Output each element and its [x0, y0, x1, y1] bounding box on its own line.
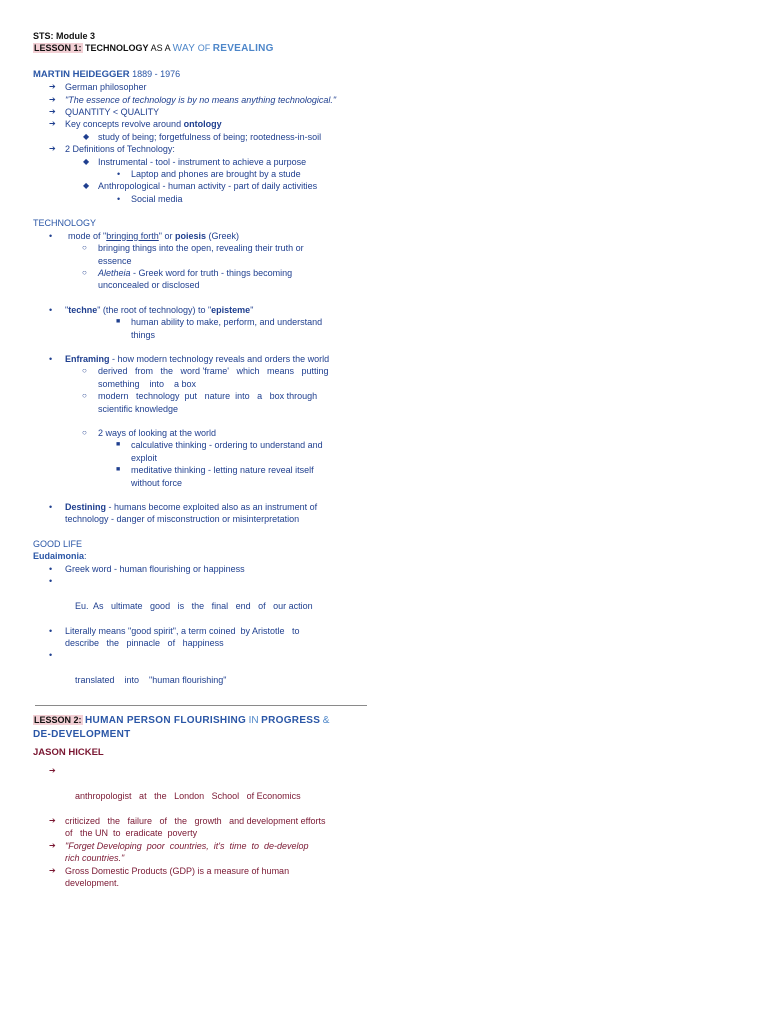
text-run: mode of "	[68, 230, 107, 241]
list-item	[33, 815, 373, 840]
list-item	[33, 765, 373, 815]
list-item-text: Literally means "good spirit", a term coined by Aristotle to	[65, 625, 300, 636]
list-item	[33, 575, 373, 625]
lesson1-title-way: WAY	[172, 43, 196, 55]
good-life-heading: GOOD LIFE	[33, 538, 83, 549]
arrow-bullet-icon	[49, 765, 56, 777]
list-item-text: Social media	[131, 193, 183, 204]
list-item	[33, 353, 373, 365]
dot-bullet-icon: •	[49, 304, 53, 315]
list-item	[33, 649, 373, 699]
dot-bullet-icon: •	[49, 650, 53, 661]
list-item-text: technology - danger of misconstruction or misinterpretation	[65, 514, 300, 525]
list-item	[33, 168, 373, 180]
document-page	[33, 30, 373, 889]
text-run: (Greek)	[205, 230, 239, 241]
list-item	[33, 81, 373, 93]
list-item-text: of the UN to eradicate poverty	[65, 828, 198, 839]
list-item	[33, 106, 373, 118]
list-item-text: translated into "human flourishing"	[75, 675, 227, 686]
diamond-bullet-icon: ◆	[83, 181, 90, 191]
lesson2-title-part: &	[322, 715, 330, 727]
dot-bullet-icon: •	[117, 169, 121, 180]
list-item-text: things	[131, 329, 156, 340]
dot-bullet-icon: •	[117, 193, 121, 204]
lesson2-title-part: HUMAN PERSON FLOURISHING	[85, 715, 247, 727]
list-item-text: describe the pinnacle of happiness	[65, 638, 224, 649]
episteme-term: episteme	[211, 304, 251, 315]
list-item-text: scientific knowledge	[98, 403, 179, 414]
arrow-bullet-icon	[49, 840, 56, 852]
list-item	[33, 390, 373, 415]
list-item-text: development.	[65, 877, 120, 888]
list-item-text: Instrumental - tool - instrument to achieve a purpose	[98, 156, 307, 167]
text-run: - how modern technology reveals and orders the world	[109, 353, 330, 364]
arrow-bullet-icon	[49, 81, 56, 93]
list-item	[33, 156, 373, 168]
list-item-text: without force	[131, 477, 183, 488]
ring-bullet-icon: ○	[82, 391, 87, 401]
list-item-text: "The essence of technology is by no means anything technological."	[65, 94, 337, 105]
list-item	[33, 365, 373, 390]
arrow-bullet-icon	[49, 106, 56, 118]
ring-bullet-icon: ○	[82, 243, 87, 253]
dot-bullet-icon: •	[49, 625, 53, 636]
list-item	[33, 143, 373, 155]
ring-bullet-icon: ○	[82, 267, 87, 277]
square-bullet-icon: ■	[116, 441, 121, 449]
list-item	[33, 118, 373, 130]
arrow-bullet-icon	[49, 143, 56, 155]
list-item-text: QUANTITY < QUALITY	[65, 107, 160, 118]
ring-bullet-icon: ○	[82, 366, 87, 376]
lesson2-title-part: PROGRESS	[261, 715, 321, 727]
list-item-text: Anthropological - human activity - part of daily activities	[98, 181, 318, 192]
list-item-text: study of being; forgetfulness of being; rootedness-in-soil	[98, 131, 322, 142]
list-item	[33, 427, 373, 439]
list-item-text: German philosopher	[65, 82, 147, 93]
list-item-text: something into a box	[98, 378, 197, 389]
list-item-text: calculative thinking - ordering to understand and	[131, 440, 323, 451]
destining-term: Destining	[65, 502, 107, 512]
text-run: - Greek word for truth - things becoming	[130, 267, 293, 278]
dot-bullet-icon: •	[49, 563, 53, 574]
list-item-text: essence	[98, 255, 132, 266]
ring-bullet-icon: ○	[82, 427, 87, 437]
list-item-text: anthropologist at the London School of Economics	[75, 791, 301, 802]
list-item	[33, 625, 373, 650]
dot-bullet-icon: •	[49, 353, 53, 364]
list-item	[33, 304, 373, 316]
list-item	[33, 464, 373, 489]
lesson2-title-part: IN	[248, 715, 259, 727]
list-item	[33, 193, 373, 205]
list-item-text: rich countries."	[65, 853, 125, 864]
text-run: "	[65, 304, 69, 315]
list-item-text: exploit	[131, 452, 158, 463]
heidegger-heading	[33, 68, 373, 81]
text-run: " or	[158, 230, 175, 241]
list-item-text: Laptop and phones are brought by a stude	[131, 169, 301, 180]
heidegger-name: MARTIN HEIDEGGER	[33, 68, 130, 80]
square-bullet-icon: ■	[116, 466, 121, 474]
text-run: - humans become exploited also as an instrument of	[106, 502, 318, 512]
list-item-text: 2 Definitions of Technology:	[65, 144, 175, 155]
list-item	[33, 439, 373, 464]
arrow-bullet-icon	[49, 865, 56, 877]
diamond-bullet-icon: ◆	[83, 156, 90, 166]
dot-bullet-icon: •	[49, 502, 53, 512]
lesson1-title-technology: TECHNOLOGY	[85, 43, 149, 54]
text-run: :	[84, 551, 87, 562]
list-item	[33, 840, 373, 865]
list-item	[33, 180, 373, 192]
list-item-text: meditative thinking - letting nature reveal itself	[131, 465, 314, 476]
lesson2-label: LESSON 2:	[34, 715, 82, 726]
arrow-bullet-icon	[49, 94, 56, 106]
enframing-term: Enframing	[65, 353, 110, 364]
aletheia-term: Aletheia	[98, 267, 131, 278]
square-bullet-icon: ■	[116, 318, 121, 326]
list-item-text: "Forget Developing poor countries, it's time to de-develop	[65, 840, 309, 851]
list-item	[33, 267, 373, 292]
text-run: "	[250, 304, 254, 315]
lesson2-title-part: DE-DEVELOPMENT	[33, 728, 131, 740]
heidegger-years: 1889 - 1976	[132, 68, 181, 79]
jason-hickel-heading: JASON HICKEL	[33, 746, 104, 758]
list-item-text: Greek word - human flourishing or happiness	[65, 563, 245, 574]
list-item-text: modern technology put nature into a box through	[98, 391, 318, 402]
list-item	[33, 316, 373, 341]
list-item-text: unconcealed or disclosed	[98, 280, 200, 291]
bringing-forth-text: bringing forth	[106, 230, 159, 241]
ontology-term: ontology	[183, 119, 222, 130]
dot-bullet-icon: •	[49, 230, 53, 241]
list-item	[33, 94, 373, 106]
list-item	[33, 865, 373, 890]
arrow-bullet-icon	[49, 815, 56, 827]
lesson1-title-revealing: REVEALING	[212, 43, 274, 55]
list-item-text: Gross Domestic Products (GDP) is a measure of human	[65, 865, 290, 876]
module-title: STS: Module 3	[33, 31, 96, 41]
arrow-bullet-icon	[49, 118, 56, 130]
eudaimonia-term: Eudaimonia	[33, 551, 85, 562]
list-item	[33, 563, 373, 575]
section-divider	[35, 705, 367, 706]
text-run: " (the root of technology) to "	[97, 304, 212, 315]
dot-bullet-icon: •	[49, 576, 53, 587]
list-item	[33, 131, 373, 143]
lesson1-title-as-a: AS A	[150, 43, 171, 54]
list-item	[33, 501, 373, 526]
list-item	[33, 230, 373, 242]
lesson1-title-of: OF	[197, 43, 211, 54]
list-item-text: bringing things into the open, revealing their truth or	[98, 243, 304, 254]
list-item-text: Eu. As ultimate good is the final end of our action	[75, 600, 313, 611]
list-item	[33, 242, 373, 267]
list-item-text: 2 ways of looking at the world	[98, 427, 217, 438]
lesson2-heading	[33, 714, 373, 727]
diamond-bullet-icon: ◆	[83, 131, 90, 141]
list-item-text: Key concepts revolve around	[65, 119, 184, 130]
lesson1-heading	[33, 42, 373, 55]
technology-heading: TECHNOLOGY	[33, 218, 97, 229]
list-item-text: criticized the failure of the growth and development efforts	[65, 815, 326, 826]
techne-term: techne	[68, 304, 98, 315]
list-item-text: derived from the word 'frame' which means putting	[98, 366, 329, 377]
list-item-text: human ability to make, perform, and understand	[131, 317, 323, 328]
lesson1-label: LESSON 1:	[34, 43, 82, 54]
poiesis-term: poiesis	[174, 230, 206, 241]
